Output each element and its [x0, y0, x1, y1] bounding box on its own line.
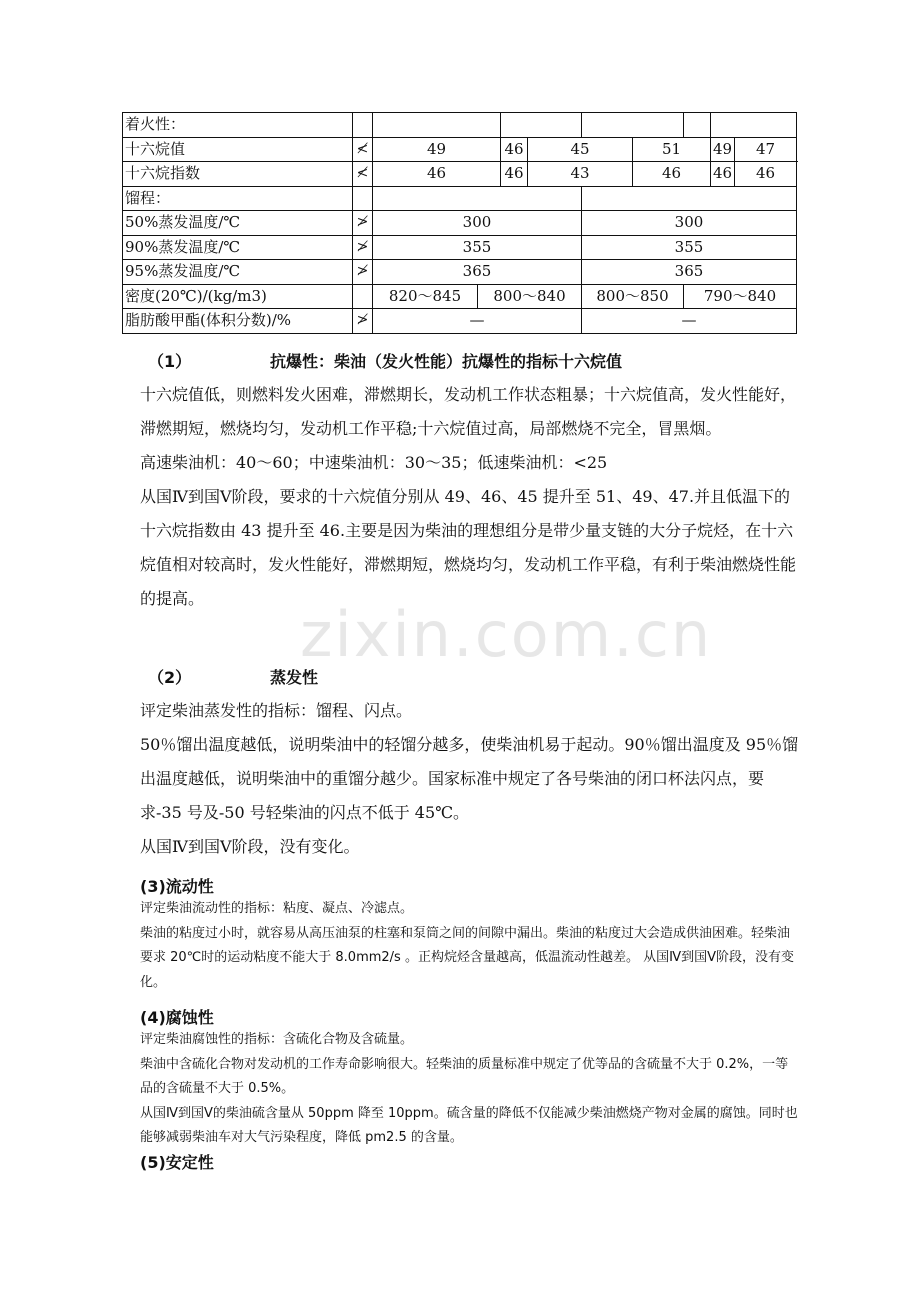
paragraph: 高速柴油机：40～60；中速柴油机：30～35；低速柴油机：<25	[140, 453, 608, 472]
table-cell	[711, 113, 797, 138]
table-cell	[582, 113, 684, 138]
row-label: 十六烷值	[123, 137, 353, 162]
table-cell	[501, 113, 582, 138]
table-cell: 790～840	[684, 284, 797, 309]
table-cell: 46	[501, 162, 528, 187]
limit-symbol: ≮	[353, 162, 373, 187]
table-cell: 300	[373, 211, 582, 236]
table-cell: 45	[528, 137, 633, 162]
limit-symbol	[353, 186, 373, 211]
section-corrosion	[140, 1005, 800, 1151]
section-heading	[140, 349, 800, 372]
section-heading: (4)腐蚀性	[140, 1008, 214, 1027]
row-label: 50%蒸发温度/℃	[123, 211, 353, 236]
section-number: （2）	[148, 668, 192, 687]
table-cell: 51	[633, 137, 711, 162]
section-heading: (3)流动性	[140, 877, 214, 896]
row-label: 脂肪酸甲酯(体积分数)/%	[123, 309, 353, 334]
paragraph: 柴油中含硫化合物对发动机的工作寿命影响很大。轻柴油的质量标准中规定了优等品的含硫量不大于 0.2%，一等品的含硫量不大于 0.5%。	[140, 1056, 789, 1096]
table-row	[123, 162, 797, 187]
table-cell: 355	[373, 235, 582, 260]
table-cell: 43	[528, 162, 633, 187]
table-cell	[684, 113, 711, 138]
limit-symbol: ≮	[353, 137, 373, 162]
limit-symbol: ≯	[353, 260, 373, 285]
table-cell: 46	[633, 162, 711, 187]
paragraph: 从国Ⅳ到国Ⅴ阶段，没有变化。	[140, 837, 360, 856]
table-cell	[582, 186, 797, 211]
paragraph: 评定柴油蒸发性的指标：馏程、闪点。	[140, 701, 413, 720]
limit-symbol: ≯	[353, 211, 373, 236]
limit-symbol: ≯	[353, 235, 373, 260]
table-row	[123, 211, 797, 236]
table-cell: 46	[711, 162, 735, 187]
table-cell: 300	[582, 211, 797, 236]
spec-table	[122, 112, 797, 334]
limit-symbol	[353, 284, 373, 309]
paragraph: 评定柴油流动性的指标：粘度、凝点、冷滤点。	[140, 901, 414, 916]
row-label: 90%蒸发温度/℃	[123, 235, 353, 260]
section-title: 蒸发性	[270, 668, 319, 687]
section-stability	[140, 1150, 800, 1173]
table-cell: 355	[582, 235, 797, 260]
table-cell: 800～840	[478, 284, 582, 309]
table-cell: 46	[501, 137, 528, 162]
limit-symbol	[353, 113, 373, 138]
table-row	[123, 137, 797, 162]
table-cell: —	[373, 309, 582, 334]
section-heading: (5)安定性	[140, 1153, 214, 1172]
table-cell: —	[582, 309, 797, 334]
limit-symbol: ≯	[353, 309, 373, 334]
section-number: （1）	[148, 352, 192, 371]
section-title: 抗爆性：柴油（发火性能）抗爆性的指标十六烷值	[270, 352, 623, 371]
row-label: 密度(20℃)/(kg/m3)	[123, 284, 353, 309]
paragraph: 从国Ⅳ到国Ⅴ阶段，要求的十六烷值分别从 49、46、45 提升至 51、49、47.并且低温下的十六烷指数由 43 提升至 46.主要是因为柴油的理想组分是带少量支链的大分子烷烃，在十六烷值相对较高时，发火性能好，滞燃期短，燃烧均匀，发动机工作平稳，有利于柴油燃烧性能的提高。	[140, 487, 797, 608]
table-row	[123, 260, 797, 285]
table-cell: 49	[711, 137, 735, 162]
table-row	[123, 186, 797, 211]
table-cell	[373, 186, 582, 211]
section-evaporation	[140, 665, 800, 864]
table-row	[123, 113, 797, 138]
table-row	[123, 235, 797, 260]
table-cell	[373, 113, 501, 138]
row-label: 着火性：	[123, 113, 353, 138]
paragraph: 十六烷值低，则燃料发火困难，滞燃期长，发动机工作状态粗暴；十六烷值高，发火性能好，滞燃期短，燃烧均匀，发动机工作平稳;十六烷值过高，局部燃烧不完全，冒黑烟。	[140, 385, 797, 438]
row-label: 十六烷指数	[123, 162, 353, 187]
paragraph: 柴油的粘度过小时，就容易从高压油泵的柱塞和泵筒之间的间隙中漏出。柴油的粘度过大会造成供油困难。轻柴油要求 20℃时的运动粘度不能大于 8.0mm2/s 。正构烷烃含量越高，低温流动性越差。 从国Ⅳ到国Ⅴ阶段，没有变化。	[140, 925, 794, 990]
table-cell: 365	[582, 260, 797, 285]
table-cell: 365	[373, 260, 582, 285]
table-row	[123, 309, 797, 334]
row-label: 馏程：	[123, 186, 353, 211]
table-cell: 820～845	[373, 284, 478, 309]
row-label: 95%蒸发温度/℃	[123, 260, 353, 285]
table-cell: 46	[373, 162, 501, 187]
paragraph: 评定柴油腐蚀性的指标：含硫化合物及含硫量。	[140, 1032, 414, 1047]
section-fluidity	[140, 874, 800, 995]
watermark: zixin.com.cn	[300, 598, 713, 671]
paragraph: 50％馏出温度越低，说明柴油中的轻馏分越多，使柴油机易于起动。90％馏出温度及 95％馏出温度越低，说明柴油中的重馏分越少。国家标准中规定了各号柴油的闭口杯法闪点，要求-35 号及-50 号轻柴油的闪点不低于 45℃。	[140, 735, 799, 822]
table-cell: 800～850	[582, 284, 684, 309]
table-cell: 49	[373, 137, 501, 162]
table-row	[123, 284, 797, 309]
table-cell: 46	[735, 162, 797, 187]
section-antiknock	[140, 349, 800, 616]
paragraph: 从国Ⅳ到国Ⅴ的柴油硫含量从 50ppm 降至 10ppm。硫含量的降低不仅能减少柴油燃烧产物对金属的腐蚀。同时也能够减弱柴油车对大气污染程度，降低 pm2.5 的含量。	[140, 1105, 798, 1145]
table-cell: 47	[735, 137, 797, 162]
